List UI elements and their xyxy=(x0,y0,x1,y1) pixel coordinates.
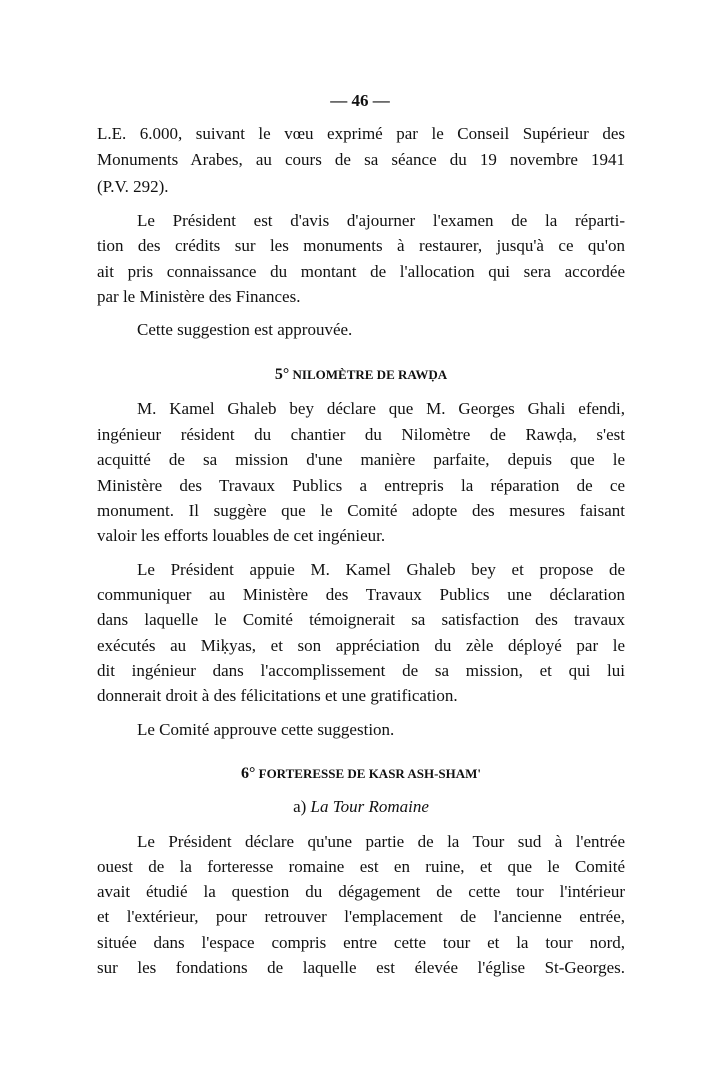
section-title: NILOMÈTRE DE RAWḌA xyxy=(292,367,448,382)
text-line: sur les fondations de laquelle est élevée l'église St-Georges. xyxy=(97,958,625,977)
text-line: tion des crédits sur les monuments à restaurer, jusqu'à ce qu'on xyxy=(97,236,625,255)
subsection-letter: a) xyxy=(293,797,307,816)
text-line: Le Président appuie M. Kamel Ghaleb bey et propose de xyxy=(137,560,625,579)
text-line: exécutés au Miḳyas, et son appréciation du zèle déployé par le xyxy=(97,636,625,655)
text-line: ait pris connaissance du montant de l'allocation qui sera accordée xyxy=(97,262,625,281)
page-number: — 46 — xyxy=(330,91,390,110)
text-line: dans laquelle le Comité témoignerait sa satisfaction des travaux xyxy=(97,610,625,629)
text-line: donnerait droit à des félicitations et une gratification. xyxy=(97,686,458,705)
text-line: Monuments Arabes, au cours de sa séance du 19 novembre 1941 xyxy=(97,150,625,169)
text-line: Cette suggestion est approuvée. xyxy=(137,320,353,339)
section-number: 5° xyxy=(274,366,290,383)
text-line: monument. Il suggère que le Comité adopte des mesures faisant xyxy=(97,501,625,520)
text-line: située dans l'espace compris entre cette tour et la tour nord, xyxy=(97,933,625,952)
text-line: avait étudié la question du dégagement de cette tour l'intérieur xyxy=(97,882,625,901)
text-line: par le Ministère des Finances. xyxy=(97,287,301,306)
text-line: valoir les efforts louables de cet ingénieur. xyxy=(97,526,386,545)
text-line: dit ingénieur dans l'accomplissement de sa mission, et qui lui xyxy=(97,661,625,680)
subsection-heading xyxy=(97,795,625,819)
text-line: M. Kamel Ghaleb bey déclare que M. Georges Ghali efendi, xyxy=(137,399,625,418)
subsection-title: La Tour Romaine xyxy=(310,797,429,816)
text-line: Le Président est d'avis d'ajourner l'examen de la réparti- xyxy=(137,211,625,230)
section-title: FORTERESSE DE KASR ASH-SHAM' xyxy=(258,766,482,781)
text-line: communiquer au Ministère des Travaux Publics une déclaration xyxy=(97,585,625,604)
text-line: ouest de la forteresse romaine est en ruine, et que le Comité xyxy=(97,857,625,876)
text-line: Le Président déclare qu'une partie de la Tour sud à l'entrée xyxy=(137,832,625,851)
section-heading xyxy=(97,762,625,786)
text-line: ingénieur résident du chantier du Nilomètre de Rawḍa, s'est xyxy=(97,425,625,444)
text-line: et l'extérieur, pour retrouver l'emplacement de l'ancienne entrée, xyxy=(97,907,625,926)
section-heading xyxy=(97,363,625,387)
text-line: (P.V. 292). xyxy=(97,177,169,196)
text-line: acquitté de sa mission d'une manière parfaite, depuis que le xyxy=(97,450,625,469)
section-number: 6° xyxy=(240,765,256,782)
text-line: Ministère des Travaux Publics a entrepris la réparation de ce xyxy=(97,476,625,495)
text-line: L.E. 6.000, suivant le vœu exprimé par le Conseil Supérieur des xyxy=(97,124,625,143)
text-line: Le Comité approuve cette suggestion. xyxy=(137,720,395,739)
